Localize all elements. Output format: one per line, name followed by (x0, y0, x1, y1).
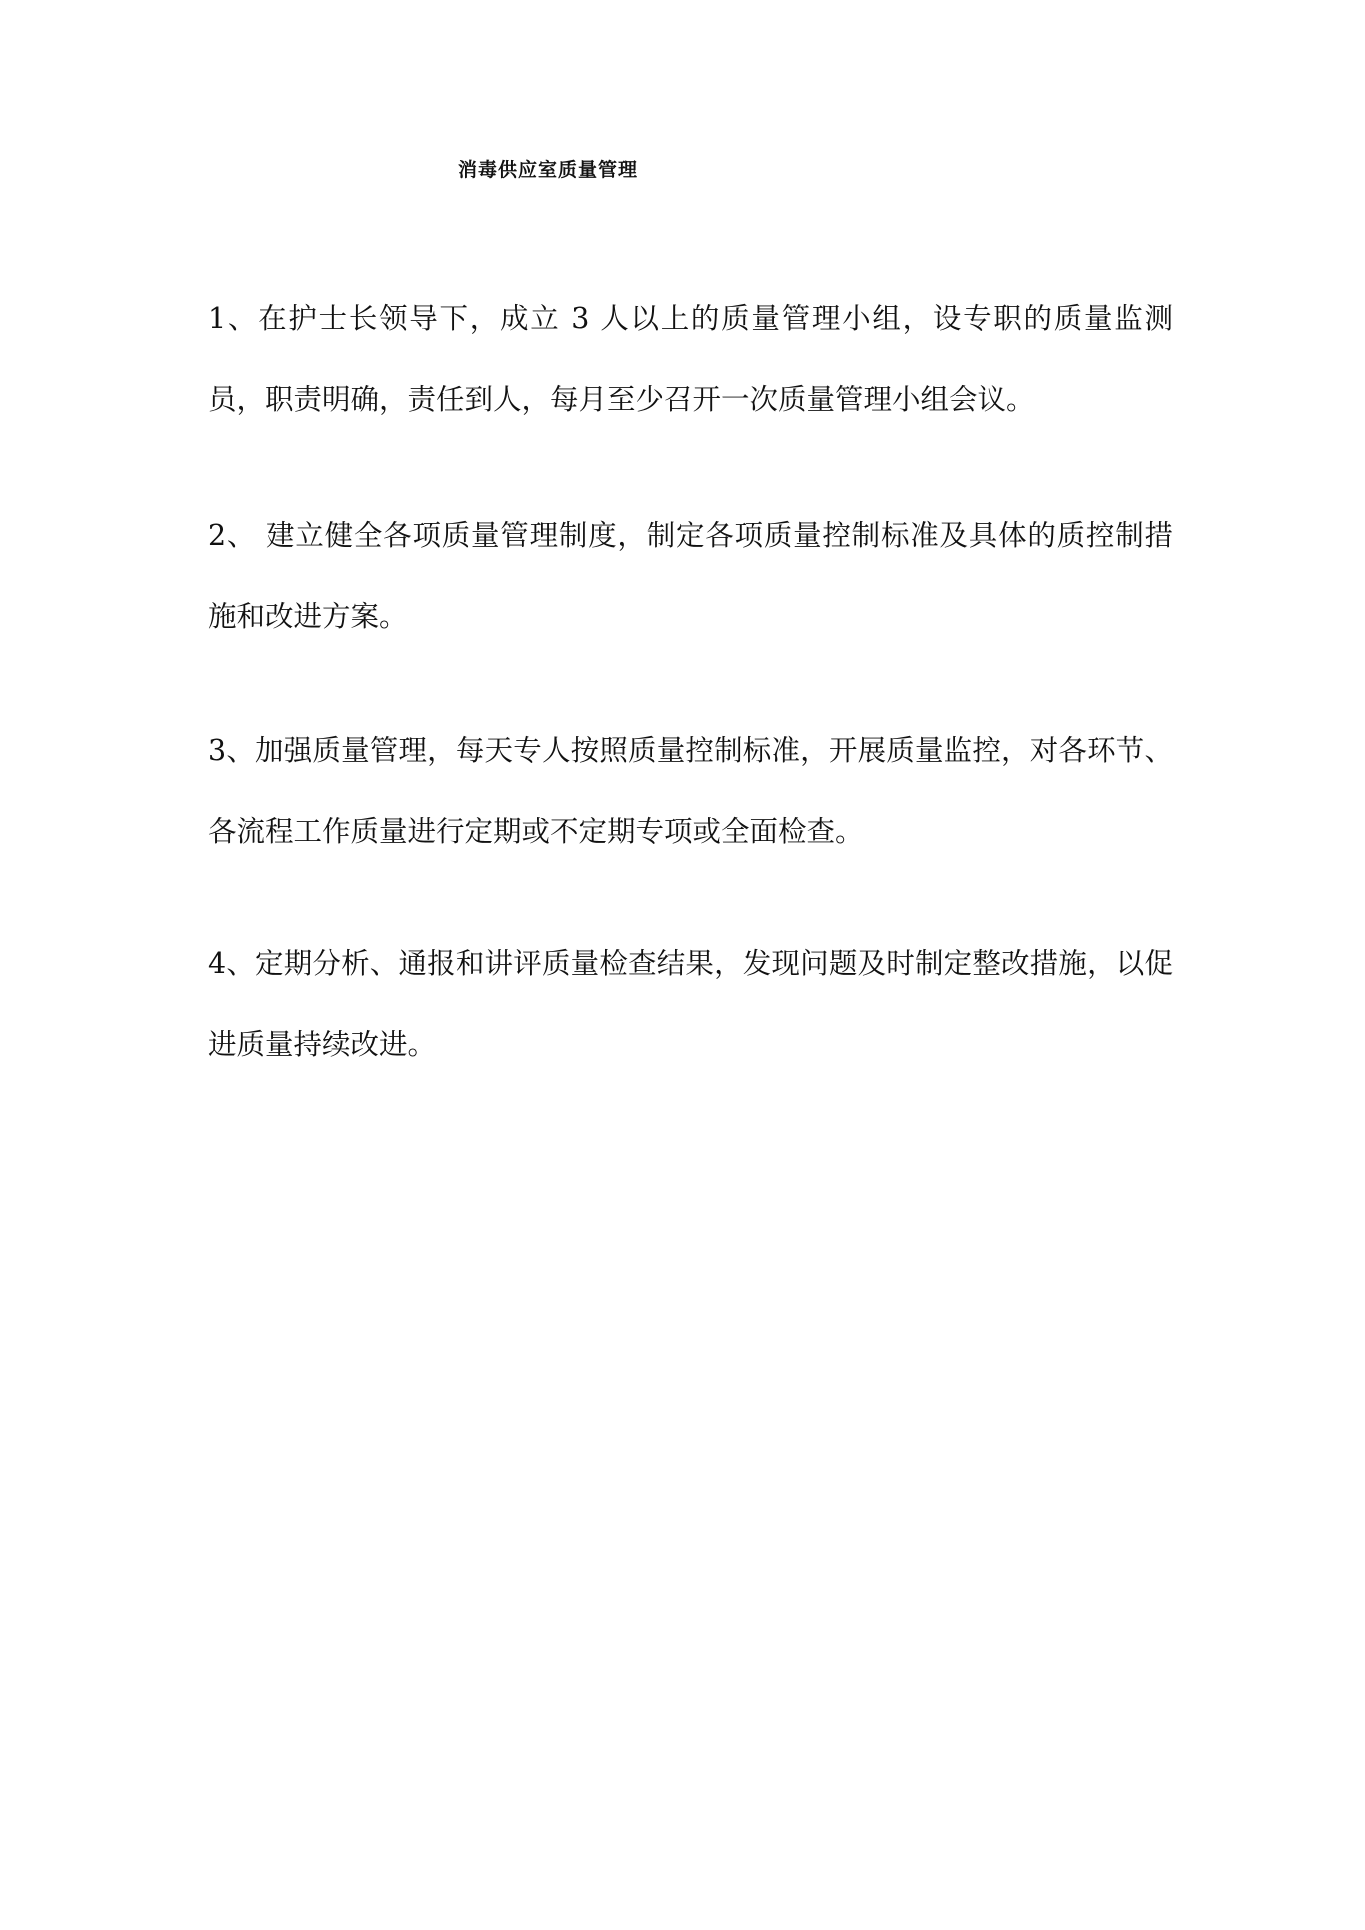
document-title: 消毒供应室质量管理 (458, 159, 639, 181)
paragraph-1: 1、在护士长领导下，成立 3 人以上的质量管理小组，设专职的质量监测员，职责明确，责任到人，每月至少召开一次质量管理小组会议。 (208, 302, 1173, 416)
paragraph-2: 2、 建立健全各项质量管理制度，制定各项质量控制标准及具体的质控制措施和改进方案。 (208, 519, 1173, 633)
paragraph-3: 3、加强质量管理，每天专人按照质量控制标准，开展质量监控，对各环节、各流程工作质量进行定期或不定期专项或全面检查。 (208, 734, 1173, 848)
paragraph-4: 4、定期分析、通报和讲评质量检查结果，发现问题及时制定整改措施，以促进质量持续改进。 (208, 947, 1173, 1061)
